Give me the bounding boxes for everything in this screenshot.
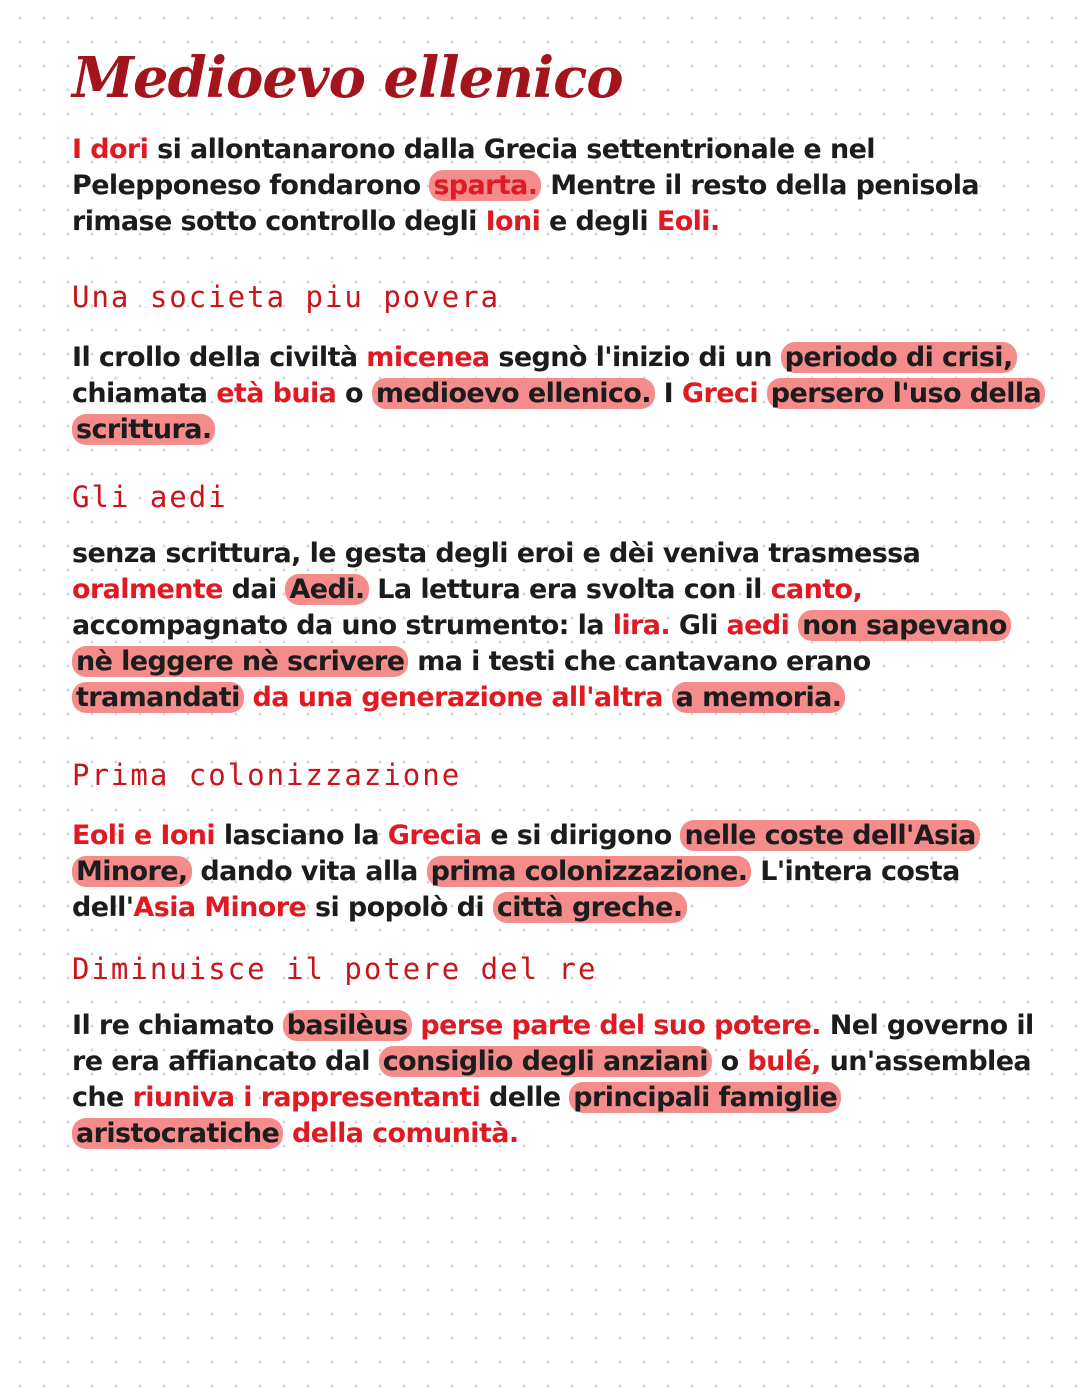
text-span: un'assemblea che xyxy=(72,1045,1032,1113)
text-span: senza scrittura, le gesta degli eroi e dèi veniva trasmessa xyxy=(72,537,921,569)
highlight-aedi: Aedi. xyxy=(285,574,368,605)
term-generazione: da una generazione all'altra xyxy=(252,681,663,713)
highlight-basileus: basilèus xyxy=(283,1010,412,1041)
highlight-medioevo-ellenico: medioevo ellenico. xyxy=(372,378,655,409)
term-oralmente: oralmente xyxy=(72,573,223,605)
highlight-consiglio-anziani: consiglio degli anziani xyxy=(379,1046,712,1077)
highlight-prima-colonizzazione: prima colonizzazione. xyxy=(427,856,752,887)
highlight-famiglie-aristocratiche: principali famiglie aristocratiche xyxy=(72,1082,841,1149)
text-span: segnò l'inizio di un xyxy=(489,341,781,373)
section-heading-aedi: Gli aedi xyxy=(72,479,228,514)
text-span: L'intera costa dell' xyxy=(72,855,960,923)
term-aedi: aedi xyxy=(726,609,790,641)
highlight-non-sapevano: non sapevano nè leggere nè scrivere xyxy=(72,610,1011,677)
text-span: La lettura era svolta con il xyxy=(368,573,771,605)
term-eoli: Eoli. xyxy=(656,205,720,237)
page-title: Medioevo ellenico xyxy=(72,45,623,111)
text-span xyxy=(244,682,253,713)
text-span: si popolò di xyxy=(306,891,493,923)
term-micenea: micenea xyxy=(366,341,490,373)
text-span: accompagnato da uno strumento: la xyxy=(72,609,613,641)
text-span: dai xyxy=(222,573,286,605)
text-span: Il re chiamato xyxy=(72,1009,283,1041)
text-span xyxy=(789,610,798,641)
highlight-sparta: sparta. xyxy=(429,170,541,201)
highlight-memoria: a memoria. xyxy=(672,682,846,713)
text-span: e si dirigono xyxy=(481,819,681,851)
section-paragraph-aedi xyxy=(72,536,1047,716)
intro-paragraph xyxy=(72,132,1047,240)
highlight-coste-asia: nelle coste dell'Asia Minore, xyxy=(72,820,980,887)
term-dori: I dori xyxy=(72,133,149,165)
text-span: chiamata xyxy=(72,377,217,409)
term-lira: lira. xyxy=(612,609,671,641)
text-span xyxy=(758,378,767,409)
term-eta-buia: età buia xyxy=(216,377,337,409)
text-span: si allontanarono dalla Grecia settentrionale e nel Pelepponeso fondarono xyxy=(72,133,875,201)
term-ioni: Ioni xyxy=(485,205,541,237)
highlight-persero-scrittura: persero l'uso della scrittura. xyxy=(72,378,1045,445)
text-span: o xyxy=(711,1045,748,1077)
text-span xyxy=(663,682,672,713)
notes-page xyxy=(72,45,1047,1152)
text-span: Mentre il resto della penisola rimase sotto controllo degli xyxy=(72,169,980,237)
text-span: ma i testi che cantavano erano xyxy=(408,645,871,677)
term-canto: canto, xyxy=(770,573,863,605)
term-comunita: della comunità. xyxy=(291,1117,519,1149)
text-span: lasciano la xyxy=(215,819,388,851)
term-grecia: Grecia xyxy=(387,819,482,851)
section-heading-colonizzazione: Prima colonizzazione xyxy=(72,757,462,792)
text-span xyxy=(283,1118,292,1149)
term-eoli-ioni: Eoli e Ioni xyxy=(72,819,216,851)
section-heading-societa: Una societa piu povera xyxy=(72,279,501,314)
section-paragraph-potere-re xyxy=(72,1008,1047,1152)
highlight-periodo-crisi: periodo di crisi, xyxy=(781,342,1017,373)
term-asia-minore: Asia Minore xyxy=(133,891,307,923)
text-span: dando vita alla xyxy=(191,855,427,887)
section-heading-potere-re: Diminuisce il potere del re xyxy=(72,951,598,986)
text-span: e degli xyxy=(540,205,657,237)
section-paragraph-colonizzazione xyxy=(72,818,1047,926)
term-bule: bulé, xyxy=(747,1045,821,1077)
term-greci: Greci xyxy=(681,377,758,409)
highlight-citta-greche: città greche. xyxy=(493,892,687,923)
section-paragraph-societa xyxy=(72,340,1047,448)
text-span: o xyxy=(336,377,372,409)
text-span: delle xyxy=(480,1081,570,1113)
term-rappresentanti: riuniva i rappresentanti xyxy=(132,1081,481,1113)
text-span: Il crollo della civiltà xyxy=(72,341,367,373)
text-span: Nel governo il re era affiancato dal xyxy=(72,1009,1034,1077)
highlight-tramandati: tramandati xyxy=(72,682,244,713)
text-span: Gli xyxy=(670,609,727,641)
term-perse-potere: perse parte del suo potere. xyxy=(420,1009,821,1041)
text-span: I xyxy=(654,377,682,409)
